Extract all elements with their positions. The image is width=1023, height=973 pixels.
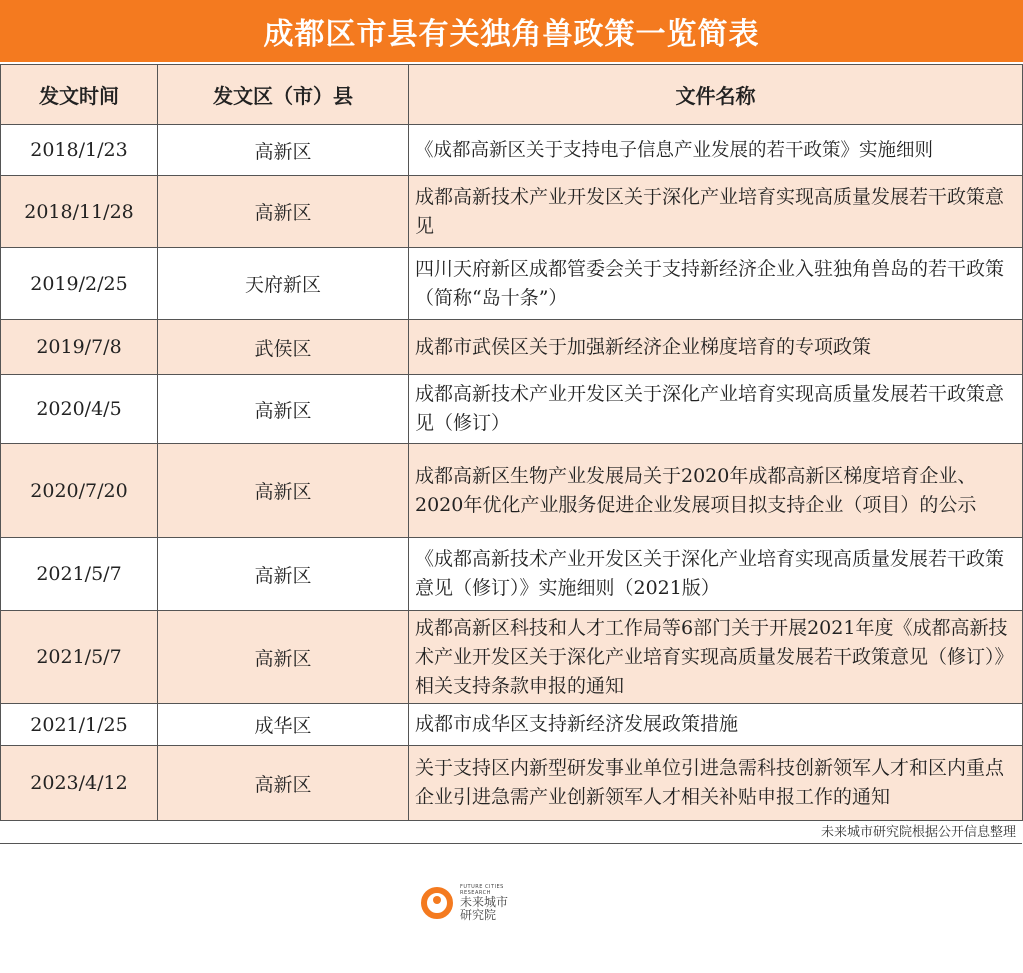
- table-row: [1, 375, 1023, 444]
- table-row: [1, 248, 1023, 320]
- logo-cn-line1: 未来城市: [460, 895, 509, 909]
- header-district: 发文区（市）县: [158, 65, 409, 125]
- cell-doc: 成都高新技术产业开发区关于深化产业培育实现高质量发展若干政策意见: [409, 176, 1023, 248]
- cell-district: 天府新区: [158, 248, 409, 320]
- table-row: [1, 125, 1023, 176]
- source-note: 未来城市研究院根据公开信息整理: [0, 820, 1022, 844]
- cell-district: 高新区: [158, 176, 409, 248]
- cell-doc: 四川天府新区成都管委会关于支持新经济企业入驻独角兽岛的若干政策（简称“岛十条”）: [409, 248, 1023, 320]
- future-cities-logo-icon: [420, 886, 454, 920]
- cell-doc: 成都市武侯区关于加强新经济企业梯度培育的专项政策: [409, 320, 1023, 375]
- cell-doc: 《成都高新区关于支持电子信息产业发展的若干政策》实施细则: [409, 125, 1023, 176]
- logo-en-line1: FUTURE CITIES: [460, 884, 504, 890]
- cell-district: 成华区: [158, 704, 409, 746]
- cell-district: 高新区: [158, 538, 409, 611]
- cell-date: 2020/4/5: [1, 375, 158, 444]
- cell-district: 高新区: [158, 611, 409, 704]
- cell-district: 高新区: [158, 125, 409, 176]
- cell-date: 2020/7/20: [1, 444, 158, 538]
- cell-district: 高新区: [158, 444, 409, 538]
- header-doc: 文件名称: [409, 65, 1023, 125]
- table-row: [1, 176, 1023, 248]
- table-row: [1, 611, 1023, 704]
- header-date: 发文时间: [1, 65, 158, 125]
- cell-date: 2019/2/25: [1, 248, 158, 320]
- cell-doc: 成都高新区生物产业发展局关于2020年成都高新区梯度培育企业、2020年优化产业服务促进企业发展项目拟支持企业（项目）的公示: [409, 444, 1023, 538]
- cell-date: 2021/5/7: [1, 611, 158, 704]
- table-row: [1, 320, 1023, 375]
- cell-doc: 《成都高新技术产业开发区关于深化产业培育实现高质量发展若干政策意见（修订）》实施细则（2021版）: [409, 538, 1023, 611]
- cell-doc: 关于支持区内新型研发事业单位引进急需科技创新领军人才和区内重点企业引进急需产业创新领军人才相关补贴申报工作的通知: [409, 746, 1023, 821]
- cell-date: 2023/4/12: [1, 746, 158, 821]
- logo-cn-line2: 研究院: [460, 908, 497, 922]
- cell-district: 武侯区: [158, 320, 409, 375]
- table-row: [1, 444, 1023, 538]
- cell-doc: 成都高新区科技和人才工作局等6部门关于开展2021年度《成都高新技术产业开发区关于深化产业培育实现高质量发展若干政策意见（修订）》相关支持条款申报的通知: [409, 611, 1023, 704]
- table-title: 成都区市县有关独角兽政策一览简表: [0, 0, 1023, 62]
- cell-doc: 成都高新技术产业开发区关于深化产业培育实现高质量发展若干政策意见（修订）: [409, 375, 1023, 444]
- header-row: [1, 65, 1023, 125]
- cell-date: 2019/7/8: [1, 320, 158, 375]
- cell-district: 高新区: [158, 375, 409, 444]
- table-row: [1, 746, 1023, 821]
- logo: [420, 884, 508, 922]
- logo-en-line2: RESEARCH: [460, 890, 491, 896]
- cell-date: 2021/1/25: [1, 704, 158, 746]
- cell-date: 2021/5/7: [1, 538, 158, 611]
- cell-date: 2018/1/23: [1, 125, 158, 176]
- policy-table: [0, 64, 1023, 821]
- cell-doc: 成都市成华区支持新经济发展政策措施: [409, 704, 1023, 746]
- cell-date: 2018/11/28: [1, 176, 158, 248]
- table-row: [1, 704, 1023, 746]
- cell-district: 高新区: [158, 746, 409, 821]
- table-row: [1, 538, 1023, 611]
- logo-text: [460, 884, 508, 922]
